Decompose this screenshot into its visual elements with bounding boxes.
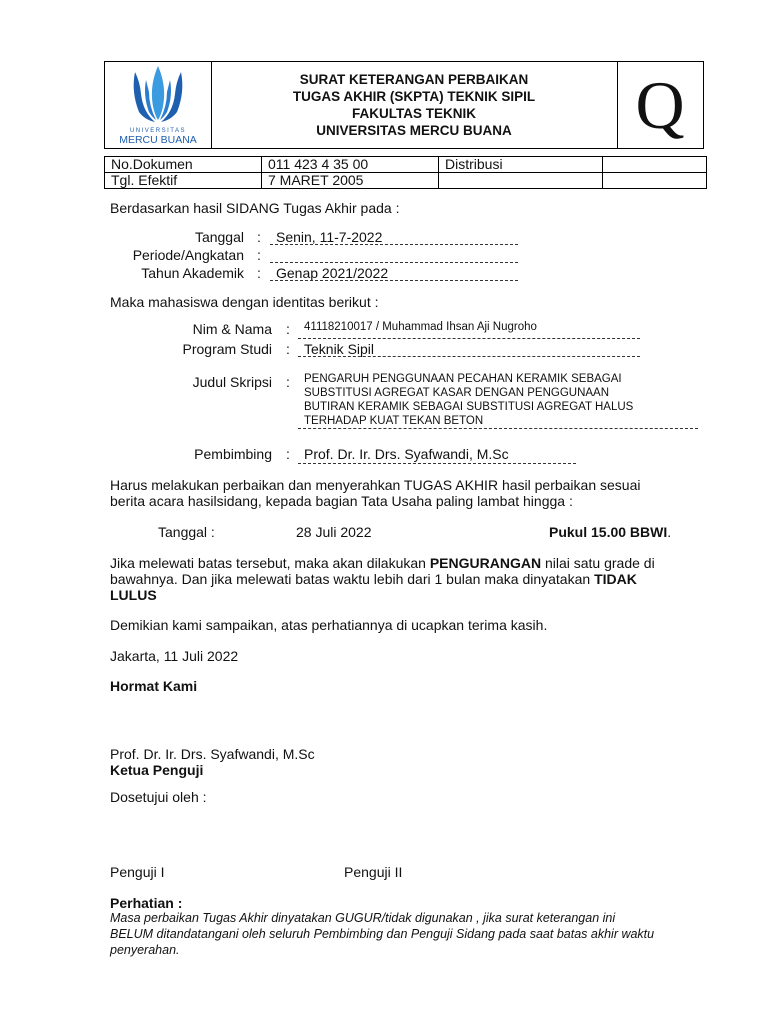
- colon: :: [257, 229, 261, 245]
- colon: :: [286, 446, 290, 462]
- penalty-text: [110, 555, 670, 603]
- judul-line: BUTIRAN KERAMIK SEBAGAI SUBSTITUSI AGREGAT HALUS: [304, 401, 634, 413]
- logo-large-text: MERCU BUANA: [119, 134, 197, 146]
- penalty-bold: PENGURANGAN: [429, 555, 542, 571]
- field-underline: [298, 428, 698, 429]
- university-logo-icon: [105, 62, 211, 148]
- penalty-line: LULUS: [110, 587, 157, 603]
- penalty-part: Jika melewati batas tersebut, maka akan dilakukan: [110, 555, 430, 571]
- penalty-bold: TIDAK: [594, 571, 637, 587]
- examiner-1: Penguji I: [110, 864, 165, 880]
- table-cell: 011 423 4 35 00: [262, 157, 439, 173]
- tanggal-value: Senin, 11-7-2022: [276, 229, 383, 245]
- regards: Hormat Kami: [110, 678, 198, 694]
- prodi-value: Teknik Sipil: [304, 341, 375, 357]
- place-date: Jakarta, 11 Juli 2022: [110, 648, 239, 664]
- table-cell: No.Dokumen: [105, 157, 262, 173]
- deadline-time-wrap: [549, 524, 671, 540]
- table-cell: [603, 173, 707, 189]
- field-underline: [298, 338, 640, 339]
- periode-label: Periode/Angkatan: [132, 247, 244, 263]
- penalty-part: nilai satu grade di: [541, 555, 655, 571]
- field-underline: [270, 244, 518, 245]
- deadline-date: 28 Juli 2022: [296, 524, 372, 540]
- attention-line: BELUM ditandatangani oleh seluruh Pembimbing dan Penguji Sidang pada saat batas akhir waktu: [110, 927, 655, 941]
- deadline-time: Pukul 15.00 BBWI: [549, 524, 668, 540]
- approved-by: Dosetujui oleh :: [110, 789, 207, 805]
- logo-small-text: UNIVERSITAS: [129, 128, 187, 134]
- closing-text: Demikian kami sampaikan, atas perhatiannya di ucapkan terima kasih.: [110, 617, 548, 633]
- penalty-line: [110, 555, 670, 571]
- table-cell: Tgl. Efektif: [105, 173, 262, 189]
- deadline-period: .: [667, 524, 672, 540]
- examiner-2: Penguji II: [344, 864, 403, 880]
- instruction-line: Harus melakukan perbaikan dan menyerahkan TUGAS AKHIR hasil perbaikan sesuai: [110, 477, 641, 493]
- document-info-table: [104, 156, 707, 189]
- nim-value: 41118210017 / Muhammad Ihsan Aji Nugroho: [304, 321, 537, 333]
- signer-name: Prof. Dr. Ir. Drs. Syafwandi, M.Sc: [110, 746, 315, 762]
- judul-line: TERHADAP KUAT TEKAN BETON: [304, 415, 484, 427]
- deadline-label: Tanggal :: [158, 524, 215, 540]
- title-line: UNIVERSITAS MERCU BUANA: [316, 123, 512, 138]
- judul-line: SUBSTITUSI AGREGAT KASAR DENGAN PENGGUNAAN: [304, 387, 610, 399]
- attention-title: Perhatian :: [110, 895, 183, 911]
- table-cell: Distribusi: [439, 157, 603, 173]
- colon: :: [257, 265, 261, 281]
- logo-cell: [105, 62, 212, 148]
- document-title: [211, 62, 618, 148]
- attention-line: penyerahan.: [110, 943, 180, 957]
- judul-label: Judul Skripsi: [192, 374, 272, 390]
- document-header: [104, 61, 704, 149]
- colon: :: [286, 341, 290, 357]
- instruction-line: berita acara hasilsidang, kepada bagian Tata Usaha paling lambat hingga :: [110, 493, 573, 509]
- judul-line: PENGARUH PENGGUNAAN PECAHAN KERAMIK SEBAGAI: [304, 373, 622, 385]
- field-underline: [298, 356, 640, 357]
- nim-label: Nim & Nama: [192, 321, 272, 337]
- field-underline: [270, 262, 518, 263]
- colon: :: [257, 247, 261, 263]
- table-cell: 7 MARET 2005: [262, 173, 439, 189]
- prodi-label: Program Studi: [182, 341, 272, 357]
- table-cell: [603, 157, 707, 173]
- attention-note: [110, 910, 680, 958]
- title-line: TUGAS AKHIR (SKPTA) TEKNIK SIPIL: [292, 89, 536, 104]
- instruction-text: [110, 477, 640, 509]
- title-line: FAKULTAS TEKNIK: [352, 106, 476, 121]
- pembimbing-value: Prof. Dr. Ir. Drs. Syafwandi, M.Sc: [304, 446, 509, 462]
- judul-value: [304, 372, 633, 428]
- colon: :: [286, 374, 290, 390]
- field-underline: [298, 463, 576, 464]
- tanggal-label: Tanggal: [194, 229, 244, 245]
- penalty-line: [110, 571, 670, 587]
- colon: :: [286, 321, 290, 337]
- table-cell: [439, 173, 603, 189]
- tahun-value: Genap 2021/2022: [276, 265, 389, 281]
- table-row: [105, 173, 707, 189]
- field-underline: [270, 280, 518, 281]
- quality-mark: Q: [635, 67, 685, 143]
- signer-role: Ketua Penguji: [110, 762, 204, 778]
- intro-text: Berdasarkan hasil SIDANG Tugas Akhir pada :: [110, 200, 400, 216]
- penalty-part: bawahnya. Dan jika melewati batas waktu lebih dari 1 bulan maka dinyatakan: [110, 571, 595, 587]
- table-row: [105, 157, 707, 173]
- identity-intro: Maka mahasiswa dengan identitas berikut :: [110, 294, 379, 310]
- title-line: SURAT KETERANGAN PERBAIKAN: [299, 72, 529, 87]
- tahun-label: Tahun Akademik: [141, 265, 244, 281]
- pembimbing-label: Pembimbing: [194, 446, 272, 462]
- attention-line: Masa perbaikan Tugas Akhir dinyatakan GUGUR/tidak digunakan , jika surat keterangan ini: [110, 911, 616, 925]
